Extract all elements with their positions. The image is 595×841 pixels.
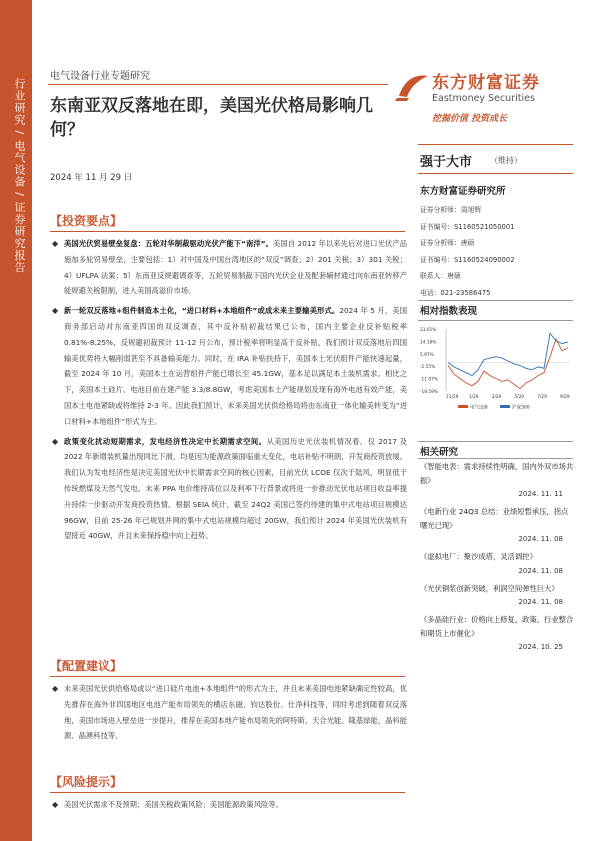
- sidebar-text: 行业研究 / 电气设备 / 证券研究报告: [13, 78, 26, 274]
- related-heading: 相关研究: [420, 447, 459, 458]
- report-date: 2024 年 11 月 29 日: [50, 173, 133, 183]
- analyst-line: 证券分析师：唐硕: [420, 239, 475, 247]
- bullet-lead: 美国光伏贸易壁垒复盘：五轮对华制裁驱动光伏产能下“南洋”。: [64, 239, 274, 248]
- research-item[interactable]: [420, 505, 575, 546]
- research-item[interactable]: [420, 582, 575, 610]
- bullet-lead: 政策变化扰动短期需求，发电经济性决定中长期需求空间。: [64, 436, 267, 446]
- diamond-bullet-icon: ◆: [52, 436, 59, 446]
- index-top-divider: [418, 300, 573, 301]
- diamond-bullet-icon: ◆: [52, 306, 59, 316]
- legend-swatch: [500, 405, 510, 408]
- research-date: 2024. 11. 11: [518, 490, 563, 498]
- risk-bullets: [52, 797, 407, 817]
- config-divider: [50, 676, 405, 677]
- related-top-divider: [418, 441, 573, 442]
- legend-label: 电气设备: [470, 405, 488, 411]
- config-heading: 【配置建议】: [50, 659, 123, 673]
- legend-label: 沪深300: [512, 405, 530, 411]
- investment-bullet: [52, 434, 407, 545]
- bullet-text: 从美国历史光伏装机情况看，仅 2017 及 2022 年新增装机量出现同比下滑，均是因为能源政策面临重大变化，电站补贴不明朗，开发商投资放缓。我们认为发电经济性是决定美国光伏中长期需求空间的核心因素，目前光伏 LCOE 仅次于陆风，明显低于传统燃煤及天然气发电。未来 PPA 电价维持高位以及利率下行背景或将进一步推动光伏电站项目收益率提升持续一步驱动开发商投资热情。根据 SEIA 统计，截至 24Q2 美国已签约待建的集中式电站项目规模达 96GW，目前 25-26 年已规划并网的集中式电站规模均超过 20GW，我们预计 2024 年美国光伏装机有望接近 40GW，并且未来保持稳中向上趋势。: [64, 436, 407, 541]
- research-title[interactable]: 《多晶硅行业：价格向上修复，政策、行业整合和期货上市催化》: [420, 615, 574, 638]
- diamond-bullet-icon: ◆: [52, 684, 59, 693]
- diamond-bullet-icon: ◆: [52, 800, 59, 809]
- bullet-text: 美国光伏需求不及预期；美国关税政策风险；美国能源政策风险等。: [64, 800, 283, 809]
- x-tick-label: 7/29: [537, 395, 547, 400]
- analyst-line: 联系人：唐硕: [420, 272, 461, 280]
- y-tick-label: -19.59%: [420, 390, 438, 395]
- risk-bullet: [52, 797, 407, 813]
- series-line: [448, 339, 568, 389]
- y-tick-label: 14.16%: [420, 340, 437, 346]
- risk-heading: 【风险提示】: [50, 775, 123, 789]
- investment-bullets: [52, 236, 407, 548]
- research-item[interactable]: [420, 613, 575, 654]
- analyst-line: 证书编号：S1160524090002: [420, 255, 515, 264]
- brand-slogan: 挖掘价值 投资成长: [432, 114, 508, 124]
- research-title[interactable]: 《智能电表：需求持续性明确，国内外双市场共振》: [420, 462, 574, 485]
- research-date: 2024. 11. 08: [518, 566, 563, 575]
- research-title[interactable]: 《虚拟电厂：聚沙成塔，灵活调控》: [420, 552, 537, 561]
- bullet-text: 美国自 2012 年以来先后对进口光伏产品施加多轮贸易壁垒，主要包括：1）对中国及中国台湾地区的“双反”调查；2）201 关税；3）301 关税；4）UFLPA 法案；5）东南亚反规避调查等，五轮贸易制裁下国内光伏企业及配套辅材通过向东南亚转移产能规避关税限制，进入美国高溢价市场。: [64, 239, 407, 296]
- brand-name: 东方财富证券: [432, 73, 540, 93]
- diamond-bullet-icon: ◆: [52, 239, 59, 248]
- bullet-lead: 新一轮双反落地+组件制造本土化，“进口材料+本地组件”或成未来主要输美形式。: [64, 306, 340, 316]
- investment-bullet: [52, 236, 407, 299]
- research-date: 2024. 11. 08: [518, 598, 563, 606]
- relative-index-chart: [420, 325, 575, 420]
- rating-bottom-divider: [418, 173, 573, 174]
- report-type: 电气设备行业专题研究: [50, 71, 150, 82]
- config-bullet: [52, 681, 407, 744]
- analyst-line: 证券分析师：周旭辉: [420, 206, 482, 214]
- risk-divider: [50, 792, 405, 793]
- left-sidebar: [0, 0, 32, 841]
- series-line: [448, 333, 568, 375]
- x-tick-label: 5/29: [514, 395, 525, 400]
- config-bullets: [52, 681, 407, 748]
- y-tick-label: -2.55%: [420, 365, 436, 371]
- header-divider: [48, 84, 388, 85]
- research-date: 2024. 10. 25: [518, 643, 563, 651]
- x-tick-label: 3/29: [491, 395, 502, 400]
- research-item[interactable]: [420, 460, 575, 501]
- research-title[interactable]: 《电新行业 24Q3 总结：业绩短暂承压，拐点曙光已现》: [420, 507, 569, 530]
- analyst-line: 电话：021-23586475: [420, 288, 491, 297]
- rating-label: 强于大市: [420, 155, 473, 170]
- analyst-list: [420, 202, 575, 301]
- x-tick-label: 11/29: [446, 395, 459, 400]
- y-tick-label: -11.07%: [420, 377, 438, 383]
- brand-logo-icon: [395, 70, 431, 102]
- legend-swatch: [458, 405, 468, 408]
- research-title[interactable]: 《光伏铜浆创新突破，利润空间弹性巨大》: [420, 583, 559, 593]
- index-section-heading: 相对指数表现: [420, 306, 478, 317]
- related-research-list: [420, 460, 575, 658]
- investment-heading: 【投资要点】: [50, 214, 123, 228]
- page-title: 东南亚双反落地在即，美国光伏格局影响几何？: [50, 96, 373, 140]
- investment-bullet: [52, 303, 407, 429]
- related-bottom-divider: [418, 458, 573, 459]
- x-tick-label: 1/29: [468, 395, 479, 400]
- y-tick-label: 23.01%: [420, 328, 437, 333]
- x-tick-label: 9/29: [560, 395, 570, 400]
- rating-note: （维持）: [490, 156, 522, 165]
- institute-name: 东方财富证券研究所: [420, 186, 506, 197]
- y-tick-label: 5.97%: [420, 352, 434, 358]
- brand-name-en: Eastmoney Securities: [432, 93, 535, 104]
- research-date: 2024. 11. 08: [518, 535, 563, 543]
- index-bottom-divider: [418, 320, 573, 321]
- bullet-text: 未来美国光伏供给格局或以“进口硅片电池+本地组件”的形式为主，并且未来美国电池紧缺确定性较高，优先推荐在海外非四国地区电池产能布局领先的横店东磁、钧达股份、仕净科技等，同时考虑到随着双反落地，美国市场进入壁垒进一步提升，推荐在美国本地产能布局领先的阿特斯、天合光能、隆基绿能、晶科能源、晶澳科技等。: [64, 684, 407, 741]
- analyst-line: 证书编号：S1160521050001: [420, 222, 515, 231]
- rating-top-divider: [418, 144, 573, 145]
- research-item[interactable]: [420, 550, 575, 578]
- investment-divider: [50, 231, 405, 232]
- bullet-text: 2024 年 5 月，美国商务部启动对东南亚四国的双反调查，其中反补贴初裁结果已公布，国内主要企业反补贴税率 0.81%-8.25%，反规避初裁预计 11-12 月公布，预计税率将明显高于反补贴，我们预计双反落地后四国输美优势将大幅削弱甚至不具备输美能力。同时，在 IRA 补贴扶持下，美国本土光伏组件产能快速起量，截至 2024 年 10 月，美国本土在运营组件产能已增长至 45.1GW，基本足以满足本土装机需求。相比之下，美国本土硅片、电池目前在建产能 3.3/8.8GW，考虑美国本土产能规划及现有海外电池有效产能，美国本土电池紧缺或将维持 2-3 年。因此我们预计，未来美国光伏供给格局将由东南亚一体化输美转变为“进口材料+本地组件”形式为主。: [64, 306, 407, 426]
